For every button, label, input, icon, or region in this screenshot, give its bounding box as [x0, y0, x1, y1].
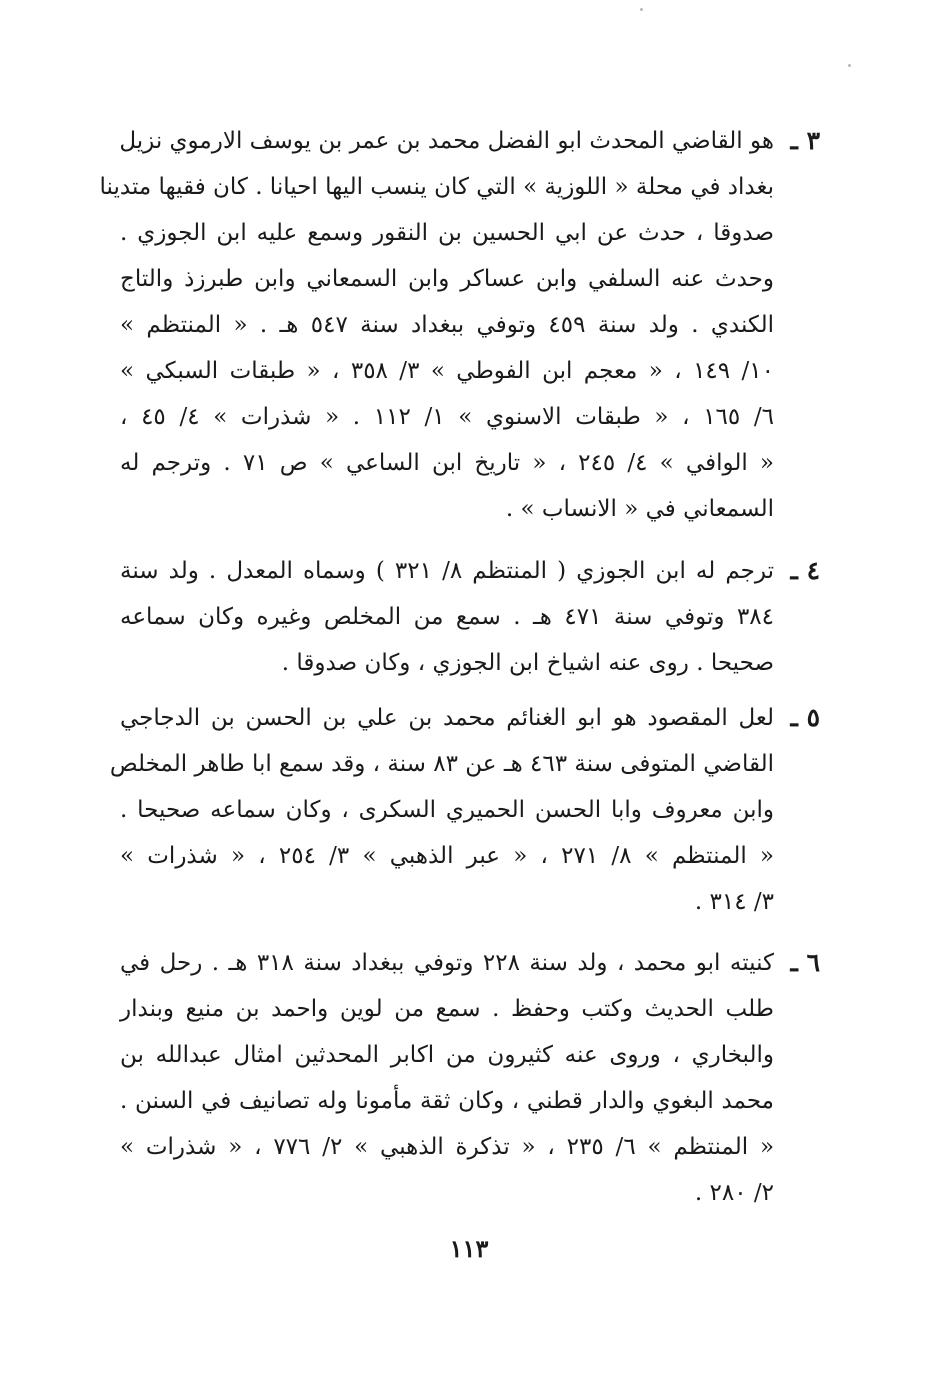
footnote-number: ٦ ـ: [790, 948, 820, 977]
text-line: « الوافي » ٤/ ٢٤٥ ، « تاريخ ابن الساعي » ص ٧١ . وترجم له: [120, 450, 774, 476]
footnote-4: [120, 548, 820, 686]
text-line: القاضي المتوفى سنة ٤٦٣ هـ عن ٨٣ سنة ، وقد سمع ابا طاهر المخلص: [109, 751, 774, 777]
page-number: ١١٣: [449, 1234, 489, 1263]
text-line: وابن معروف وابا الحسن الحميري السكرى ، وكان سماعه صحيحا .: [120, 797, 774, 823]
footnote-text: [120, 940, 774, 1216]
text-line: بغداد في محلة « اللوزية » التي كان ينسب اليها احيانا . كان فقيها متدينا: [99, 174, 774, 200]
text-line: صدوقا ، حدث عن ابي الحسين بن النقور وسمع عليه ابن الجوزي .: [120, 220, 774, 246]
scan-speck: [848, 64, 851, 67]
footnote-6: [120, 940, 820, 1216]
footnote-number: ٥ ـ: [790, 703, 820, 732]
text-line: والبخاري ، وروى عنه كثيرون من اكابر المحدثين امثال عبدالله بن: [120, 1042, 774, 1068]
text-line: وحدث عنه السلفي وابن عساكر وابن السمعاني وابن طبرزذ والتاج: [120, 266, 774, 292]
text-line: ٢/ ٢٨٠ .: [694, 1180, 774, 1206]
footnote-number: ٣ ـ: [790, 126, 820, 155]
text-line: لعل المقصود هو ابو الغنائم محمد بن علي بن الحسن بن الدجاجي: [120, 705, 774, 731]
text-line: صحيحا . روى عنه اشياخ ابن الجوزي ، وكان صدوقا .: [281, 650, 774, 676]
footnote-text: [99, 118, 775, 532]
text-line: محمد البغوي والدار قطني ، وكان ثقة مأمونا وله تصانيف في السنن .: [120, 1088, 774, 1114]
text-line: « المنتظم » ٨/ ٢٧١ ، « عبر الذهبي » ٣/ ٢٥٤ ، « شذرات »: [120, 843, 775, 869]
text-line: هو القاضي المحدث ابو الفضل محمد بن عمر بن يوسف الارموي نزيل: [119, 128, 774, 154]
scan-speck: [640, 8, 643, 11]
footnote-3: [99, 118, 820, 532]
footnote-text: [120, 548, 774, 686]
text-line: كنيته ابو محمد ، ولد سنة ٢٢٨ وتوفي ببغداد سنة ٣١٨ هـ . رحل في: [120, 950, 774, 976]
footnote-number: ٤ ـ: [790, 556, 820, 585]
text-line: ترجم له ابن الجوزي ( المنتظم ٨/ ٣٢١ ) وسماه المعدل . ولد سنة: [120, 558, 774, 584]
text-line: السمعاني في « الانساب » .: [505, 496, 774, 522]
text-line: طلب الحديث وكتب وحفظ . سمع من لوين واحمد بن منيع وبندار: [120, 996, 774, 1022]
footnote-5: [109, 695, 820, 925]
text-line: ٦/ ١٦٥ ، « طبقات الاسنوي » ١/ ١١٢ . « شذرات » ٤/ ٤٥ ،: [120, 404, 775, 430]
text-line: الكندي . ولد سنة ٤٥٩ وتوفي ببغداد سنة ٥٤٧ هـ . « المنتظم »: [120, 312, 774, 338]
text-line: ١٠/ ١٤٩ ، « معجم ابن الفوطي » ٣/ ٣٥٨ ، « طبقات السبكي »: [120, 358, 774, 384]
text-line: ٣/ ٣١٤ .: [694, 889, 774, 915]
text-line: ٣٨٤ وتوفي سنة ٤٧١ هـ . سمع من المخلص وغيره وكان سماعه: [120, 604, 775, 630]
footnote-text: [109, 695, 775, 925]
text-line: « المنتظم » ٦/ ٢٣٥ ، « تذكرة الذهبي » ٢/ ٧٧٦ ، « شذرات »: [120, 1134, 775, 1160]
